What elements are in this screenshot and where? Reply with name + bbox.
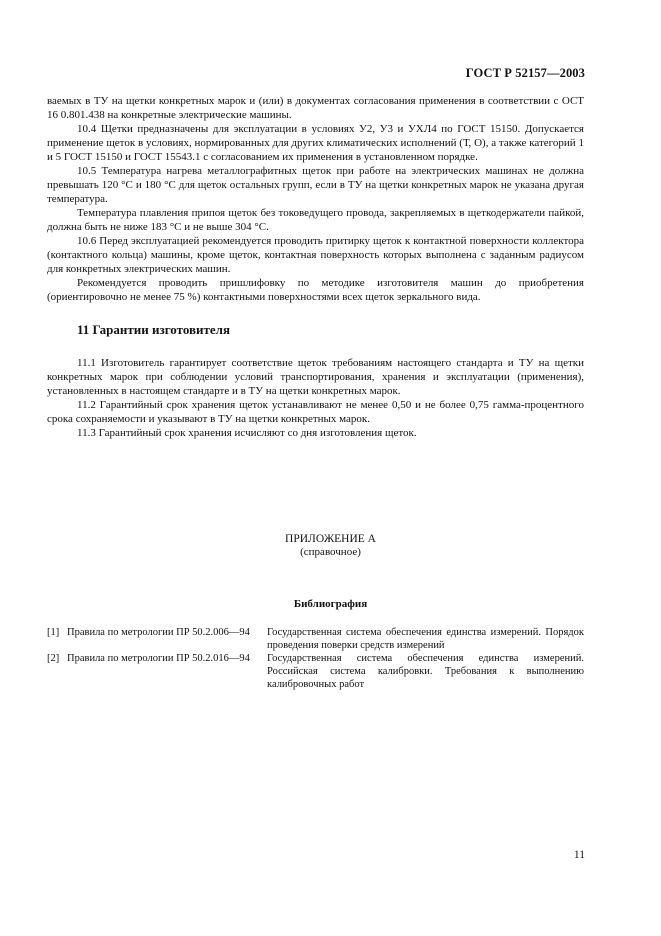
paragraph-11-3: 11.3 Гарантийный срок хранения исчисляют со дня изготовления щеток. [77,427,417,439]
paragraph-solder-temperature: Температура плавления припоя щеток без токоведущего провода, закрепляемых в щеткодержатели пайкой, должна быть не ниже 183 °С и не выше 304 °С. [47,207,584,233]
document-body [47,94,584,440]
page-number: 11 [573,849,585,861]
bibliography-document: Правила по метрологии ПР 50.2.006—94 [67,627,250,638]
bibliography-document: Правила по метрологии ПР 50.2.016—94 [67,653,250,664]
paragraph-10-5: 10.5 Температура нагрева металлографитных щеток при работе на электрических машинах не должна превышать 120 °С и 180 °С для щеток остальных групп, если в ТУ на щетки конкретных марок не указана другая температура. [47,165,584,205]
bibliography-number: [2] [47,653,60,664]
bibliography-description: Государственная система обеспечения единства измерений. Российская система калибровки. Требования к выполнению калибровочных работ [267,653,584,690]
bibliography-item [47,626,584,652]
standard-header: ГОСТ Р 52157—2003 [465,66,585,80]
appendix-title: ПРИЛОЖЕНИЕ А [285,533,376,545]
bibliography-list [47,626,584,691]
section-heading-11: 11 Гарантии изготовителя [77,322,231,337]
bibliography-item [47,652,584,691]
appendix-subtitle: (справочное) [300,546,361,558]
paragraph-10-4: 10.4 Щетки предназначены для эксплуатации в условиях У2, У3 и УХЛ4 по ГОСТ 15150. Допускается применение щеток в условиях, нормированных для других климатических исполнений (Т, О), а также категорий 1 и 5 ГОСТ 15150 и ГОСТ 15543.1 с согласованием их применения в установленном порядке. [47,123,584,163]
bibliography-title: Библиография [293,598,368,610]
bibliography-description: Государственная система обеспечения единства измерений. Порядок проведения поверки средств измерений [267,627,584,651]
paragraph-grinding-recommendation: Рекомендуется проводить пришлифовку по методике изготовителя машин до приобретения (ориентировочно не менее 75 %) контактными поверхностями всех щеток зеркального вида. [47,277,584,303]
bibliography-number: [1] [47,627,60,638]
paragraph-11-2: 11.2 Гарантийный срок хранения щеток устанавливают не менее 0,50 и не более 0,75 гамма-процентного срока сохраняемости и указывают в ТУ на щетки конкретных марок. [47,399,584,425]
paragraph-continuation: ваемых в ТУ на щетки конкретных марок и (или) в документах согласования применения в соответствии с ОСТ 16 0.801.438 на конкретные электрические машины. [47,95,584,121]
paragraph-10-6: 10.6 Перед эксплуатацией рекомендуется проводить притирку щеток к контактной поверхности коллектора (контактного кольца) машины, кроме щеток, контактная поверхность которых выполнена с заданным радиусом для конкретных электрических машин. [47,235,584,275]
paragraph-11-1: 11.1 Изготовитель гарантирует соответствие щеток требованиям настоящего стандарта и ТУ на щетки конкретных марок при соблюдении условий транспортирования, хранения и эксплуатации (применения), установленных в настоящем стандарте и в ТУ на щетки конкретных марок. [47,357,584,397]
